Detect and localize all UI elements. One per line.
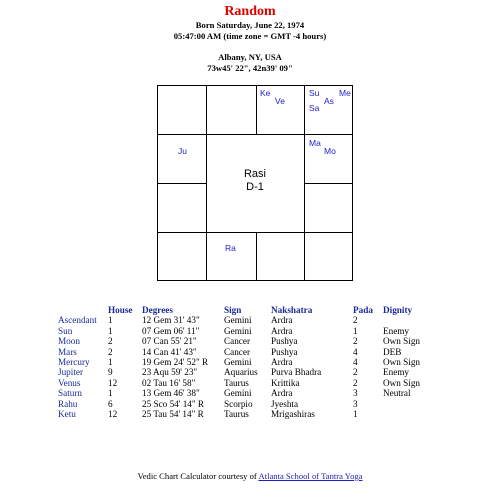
table-cell: 12: [108, 377, 118, 388]
planet-mercury: Me: [339, 88, 351, 98]
table-cell: 1: [353, 409, 358, 420]
grid-line: [158, 232, 352, 233]
table-cell: Enemy: [383, 367, 410, 378]
grid-line: [158, 134, 352, 135]
table-cell: Pushya: [271, 346, 298, 357]
table-cell: Enemy: [383, 325, 410, 336]
grid-line: [256, 86, 257, 134]
division-label: D-1: [246, 181, 264, 193]
table-cell: Aquarius: [224, 367, 258, 378]
table-cell: DEB: [383, 346, 402, 357]
planet-name-cell: Jupiter: [58, 367, 84, 378]
atlanta-school-link[interactable]: Atlanta School of Tantra Yoga: [258, 471, 363, 481]
table-cell: 1: [353, 325, 358, 336]
planet-name-cell: Mercury: [58, 357, 90, 368]
column-header: Dignity: [383, 305, 413, 315]
grid-line: [304, 86, 305, 134]
table-cell: 25 Tau 54' 14" R: [142, 409, 204, 420]
table-cell: 2: [353, 367, 358, 378]
table-cell: Own Sign: [383, 336, 421, 347]
table-cell: Purva Bhadra: [271, 367, 322, 378]
table-cell: Taurus: [224, 409, 249, 420]
page-title: Random: [224, 4, 276, 19]
table-cell: 25 Sco 54' 14" R: [142, 398, 205, 409]
planet-name-cell: Sun: [58, 325, 73, 336]
table-cell: 12 Gem 31' 43": [142, 315, 200, 326]
footer-text: Vedic Chart Calculator courtesy of: [137, 471, 257, 481]
birth-date: Born Saturday, June 22, 1974: [195, 20, 305, 30]
birth-coordinates: 73w45' 22", 42n39' 09": [207, 63, 293, 73]
table-cell: 2: [108, 346, 113, 357]
table-cell: 4: [353, 357, 358, 368]
planet-ketu: Ke: [260, 88, 271, 98]
table-row: [58, 347, 435, 357]
planet-ascendant: As: [324, 96, 334, 106]
column-header: Degrees: [142, 305, 173, 315]
planet-rahu: Ra: [225, 243, 236, 253]
table-cell: 2: [108, 336, 113, 347]
table-cell: 1: [108, 357, 113, 368]
table-cell: 12: [108, 409, 118, 420]
table-row: [58, 367, 435, 377]
table-cell: Own Sign: [383, 377, 421, 388]
planet-venus: Ve: [275, 96, 285, 106]
table-cell: 2: [353, 315, 358, 326]
table-cell: 1: [108, 325, 113, 336]
table-cell: 23 Aqu 59' 23": [142, 367, 198, 378]
table-row: [58, 315, 435, 325]
table-row: [58, 336, 435, 346]
column-header: Nakshatra: [271, 305, 313, 315]
table-cell: [383, 409, 435, 419]
table-cell: 3: [353, 388, 358, 399]
table-row: [58, 409, 435, 419]
table-cell: Taurus: [224, 377, 249, 388]
table-cell: 2: [353, 377, 358, 388]
planet-name-cell: Moon: [58, 336, 80, 347]
table-cell: Ardra: [271, 357, 293, 368]
table-cell: Ardra: [271, 388, 293, 399]
birth-time: 05:47:00 AM (time zone = GMT -4 hours): [173, 31, 327, 41]
table-cell: 1: [108, 388, 113, 399]
planet-name-cell: Venus: [58, 377, 81, 388]
table-cell: Gemini: [224, 388, 252, 399]
planet-jupiter: Ju: [178, 146, 187, 156]
table-cell: 2: [353, 336, 358, 347]
column-header: Sign: [224, 305, 242, 315]
footer-credit: [0, 471, 500, 481]
table-row: [58, 388, 435, 398]
table-cell: Mrigashiras: [271, 409, 315, 420]
table-cell: 07 Can 55' 21": [142, 336, 197, 347]
table-cell: Scorpio: [224, 398, 253, 409]
planet-mars: Ma: [309, 138, 321, 148]
planet-saturn: Sa: [309, 103, 320, 113]
table-cell: 9: [108, 367, 113, 378]
table-cell: 3: [353, 398, 358, 409]
table-row: [58, 326, 435, 336]
table-cell: Ardra: [271, 315, 293, 326]
grid-line: [304, 183, 352, 184]
table-cell: Krittika: [271, 377, 300, 388]
table-cell: Gemini: [224, 315, 252, 326]
planet-name-cell: Saturn: [58, 388, 82, 399]
column-header: Pada: [353, 305, 373, 315]
table-cell: 19 Gem 24' 52" R: [142, 357, 209, 368]
table-row: [58, 399, 435, 409]
column-header: [58, 305, 108, 315]
grid-line: [256, 232, 257, 280]
table-cell: [383, 399, 435, 409]
table-cell: Neutral: [383, 388, 411, 399]
grid-line: [206, 232, 207, 280]
rasi-label: Rasi: [243, 168, 266, 180]
table-cell: Cancer: [224, 346, 251, 357]
table-cell: 07 Gem 06' 11": [142, 325, 200, 336]
table-row: [58, 357, 435, 367]
table-cell: Gemini: [224, 357, 252, 368]
table-cell: 4: [353, 346, 358, 357]
table-cell: 1: [108, 315, 113, 326]
table-cell: Cancer: [224, 336, 251, 347]
table-cell: Ardra: [271, 325, 293, 336]
table-cell: 6: [108, 398, 113, 409]
column-header: House: [108, 305, 133, 315]
planet-positions-table: [58, 305, 435, 419]
planet-name-cell: Mars: [58, 346, 77, 357]
planet-name-cell: Ketu: [58, 409, 76, 420]
table-cell: Gemini: [224, 325, 252, 336]
grid-line: [206, 86, 207, 134]
birth-place: Albany, NY, USA: [218, 52, 282, 62]
table-cell: Jyeshta: [271, 398, 299, 409]
planet-moon: Mo: [324, 146, 336, 156]
table-cell: 02 Tau 16' 58": [142, 377, 196, 388]
table-cell: 14 Can 41' 43": [142, 346, 197, 357]
grid-line: [158, 183, 206, 184]
table-body: [58, 315, 435, 419]
table-row: [58, 378, 435, 388]
grid-line: [304, 232, 305, 280]
table-cell: Pushya: [271, 336, 298, 347]
chart-center-label: [207, 168, 303, 194]
table-cell: 13 Gem 46' 38": [142, 388, 200, 399]
table-cell: [383, 315, 435, 325]
planet-sun: Su: [309, 88, 320, 98]
rasi-chart: [157, 85, 353, 281]
planet-name-cell: Rahu: [58, 398, 78, 409]
planet-name-cell: Ascendant: [58, 315, 97, 326]
table-header-row: [58, 305, 435, 315]
table-cell: Own Sign: [383, 357, 421, 368]
